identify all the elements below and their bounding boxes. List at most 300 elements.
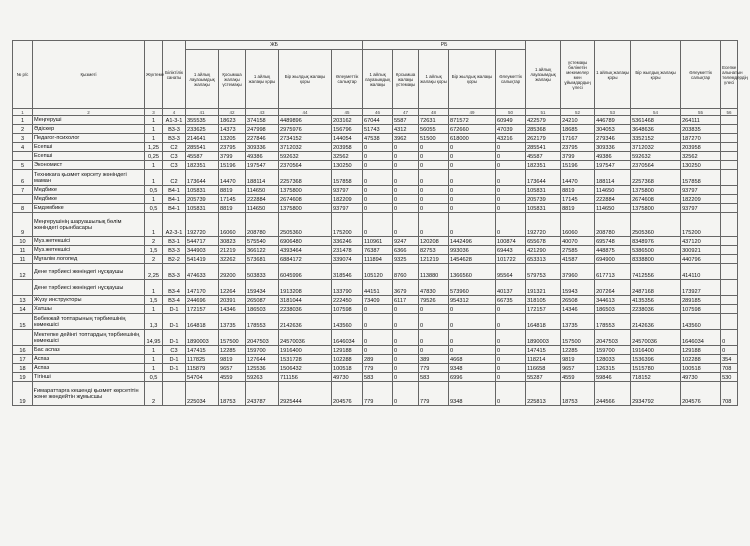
value-cell: 0 (363, 330, 393, 346)
position-name: Аспаз (33, 355, 145, 364)
value-cell: 47039 (496, 125, 526, 134)
value-cell: 214641 (186, 134, 219, 143)
value-cell: 0 (363, 186, 393, 195)
value-cell: 205739 (186, 195, 219, 204)
category-cell (163, 373, 186, 382)
value-cell: 120208 (419, 237, 449, 246)
value-cell: 9657 (561, 364, 595, 373)
value-cell: 1375800 (279, 204, 332, 213)
value-cell: 285368 (526, 125, 561, 134)
value-cell: 24210 (561, 116, 595, 125)
value-cell: 3181044 (279, 296, 332, 305)
value-cell (721, 204, 738, 213)
value-cell: 164818 (186, 314, 219, 330)
rate-cell: 0,5 (145, 373, 163, 382)
value-cell: 0 (496, 170, 526, 186)
position-name: Есепші (33, 143, 145, 152)
column-number-row (13, 109, 738, 116)
row-number: 11 (13, 246, 33, 255)
value-cell: 225034 (186, 382, 219, 406)
value-cell: 0 (496, 186, 526, 195)
category-cell: В4-1 (163, 204, 186, 213)
value-cell: 617713 (595, 264, 631, 280)
value-cell: 147415 (186, 346, 219, 355)
value-cell: 1890003 (526, 330, 561, 346)
column-number: 54 (631, 109, 681, 116)
value-cell: 24570036 (279, 330, 332, 346)
value-cell: 0 (393, 152, 419, 161)
column-number: 51 (526, 109, 561, 116)
header-c1: 1 айлық лауазымдық жалақы (526, 41, 561, 109)
position-name: Мұғалім логопед (33, 255, 145, 264)
value-cell: 573681 (246, 255, 279, 264)
value-cell: 1515780 (631, 364, 681, 373)
value-cell: 49730 (332, 373, 363, 382)
table-row (13, 195, 738, 204)
value-cell: 2925444 (279, 382, 332, 406)
value-cell: 203958 (681, 143, 721, 152)
table-row (13, 255, 738, 264)
value-cell: 117825 (186, 355, 219, 364)
position-name: Муз.жетекшісі (33, 246, 145, 255)
value-cell: 2674608 (279, 195, 332, 204)
value-cell: 1375800 (279, 186, 332, 195)
row-number: 12 (13, 264, 33, 280)
value-cell: 871572 (449, 116, 496, 125)
value-cell: 583 (363, 373, 393, 382)
table-row (13, 330, 738, 346)
value-cell: 2142636 (279, 314, 332, 330)
table-row (13, 213, 738, 237)
value-cell: 197547 (595, 161, 631, 170)
table-row (13, 204, 738, 213)
value-cell: 8338800 (631, 255, 681, 264)
value-cell: 115879 (186, 364, 219, 373)
value-cell: 72631 (419, 116, 449, 125)
value-cell: 6117 (393, 296, 419, 305)
row-number: 6 (13, 170, 33, 186)
value-cell: 60949 (496, 116, 526, 125)
value-cell: 233625 (186, 125, 219, 134)
column-number: 3 (145, 109, 163, 116)
table-row (13, 161, 738, 170)
value-cell: 93797 (332, 204, 363, 213)
value-cell: 0 (419, 305, 449, 314)
value-cell: 0 (449, 152, 496, 161)
rate-cell: 2,25 (145, 264, 163, 280)
value-cell: 0 (419, 213, 449, 237)
value-cell: 0 (449, 314, 496, 330)
header-c6: Есепке алынатын төлемдердің үлесі (721, 41, 738, 109)
row-number: 3 (13, 134, 33, 143)
value-cell: 440796 (681, 255, 721, 264)
value-cell: 156796 (332, 125, 363, 134)
value-cell (721, 125, 738, 134)
value-cell: 503833 (246, 264, 279, 280)
value-cell: 18685 (561, 125, 595, 134)
value-cell: 114650 (246, 204, 279, 213)
value-cell: 265087 (246, 296, 279, 305)
value-cell: 17167 (561, 134, 595, 143)
value-cell: 67044 (363, 116, 393, 125)
position-name: Бөбекжай топтарының тәрбиешінің көмекшісі (33, 314, 145, 330)
value-cell: 8819 (561, 204, 595, 213)
value-cell: 113880 (419, 264, 449, 280)
value-cell: 655678 (526, 237, 561, 246)
value-cell: 0 (393, 143, 419, 152)
value-cell: 186503 (246, 305, 279, 314)
value-cell: 192720 (526, 213, 561, 237)
value-cell: 993036 (449, 246, 496, 255)
category-cell: D-1 (163, 305, 186, 314)
category-cell: D-1 (163, 364, 186, 373)
header-b4: Бір жылдық жалақы қоры (449, 50, 496, 109)
position-name: Медбике (33, 186, 145, 195)
value-cell: 129188 (332, 346, 363, 355)
value-cell: 222884 (246, 195, 279, 204)
position-name: Дене тәрбиесі жөніндегі нұсқаушы (33, 280, 145, 296)
value-cell: 421290 (526, 246, 561, 255)
value-cell: 0 (721, 346, 738, 355)
row-number (13, 280, 33, 296)
rate-cell: 1,5 (145, 296, 163, 305)
position-name: Педагог-психолог (33, 134, 145, 143)
rate-cell: 2 (145, 237, 163, 246)
row-number (13, 330, 33, 346)
value-cell: 12264 (219, 280, 246, 296)
header-c2: үстемақы бөлінетін мекемелер мен ұйымдардың үлесі (561, 41, 595, 109)
row-number: 8 (13, 204, 33, 213)
value-cell: 0 (363, 346, 393, 355)
value-cell: 175200 (681, 213, 721, 237)
value-cell: 0 (363, 152, 393, 161)
value-cell: 9325 (393, 255, 419, 264)
value-cell: 188114 (595, 170, 631, 186)
position-name: Медбике (33, 195, 145, 204)
value-cell: 3962 (393, 134, 419, 143)
value-cell: 225813 (526, 382, 561, 406)
rate-cell: 1,25 (145, 143, 163, 152)
value-cell: 23795 (219, 143, 246, 152)
value-cell: 143560 (681, 314, 721, 330)
value-cell: 15196 (219, 161, 246, 170)
value-cell: 27585 (561, 246, 595, 255)
value-cell: 0 (363, 305, 393, 314)
value-cell: 205739 (526, 195, 561, 204)
value-cell: 143560 (332, 314, 363, 330)
value-cell: 718152 (631, 373, 681, 382)
row-number (13, 195, 33, 204)
category-cell: В4-1 (163, 195, 186, 204)
value-cell: 2370564 (631, 161, 681, 170)
header-a3: 1 айлық жалақы қоры (246, 50, 279, 109)
value-cell: 17145 (561, 195, 595, 204)
value-cell: 0 (449, 330, 496, 346)
category-cell: В4-1 (163, 186, 186, 195)
table-row (13, 116, 738, 125)
value-cell: 173927 (681, 280, 721, 296)
position-name: Емдәмбике (33, 204, 145, 213)
value-cell: 5361468 (631, 116, 681, 125)
table-row (13, 373, 738, 382)
column-number: 52 (561, 109, 595, 116)
value-cell: 0 (496, 195, 526, 204)
value-cell: 0 (393, 204, 419, 213)
category-cell: В3-3 (163, 264, 186, 280)
table-row (13, 246, 738, 255)
value-cell: 45587 (526, 152, 561, 161)
value-cell: 15196 (561, 161, 595, 170)
column-number: 4 (163, 109, 186, 116)
row-number: 19 (13, 382, 33, 406)
value-cell: 1646034 (681, 330, 721, 346)
value-cell: 0 (419, 330, 449, 346)
value-cell: 2674608 (631, 195, 681, 204)
position-name: Мектепке дейінгі топтардың тәрбиешінің көмекшісі (33, 330, 145, 346)
rate-cell: 1 (145, 355, 163, 364)
value-cell: 159700 (246, 346, 279, 355)
category-cell: В3-1 (163, 237, 186, 246)
category-cell: В3-4 (163, 296, 186, 305)
value-cell: 3712032 (631, 143, 681, 152)
value-cell: 231478 (332, 246, 363, 255)
rate-cell: 1 (145, 364, 163, 373)
value-cell: 0 (449, 161, 496, 170)
value-cell: 304053 (595, 125, 631, 134)
position-name: Жүзу инструкторы (33, 296, 145, 305)
value-cell (721, 161, 738, 170)
row-number: 9 (13, 213, 33, 237)
value-cell (721, 170, 738, 186)
rate-cell: 2 (145, 255, 163, 264)
value-cell: 4312 (393, 125, 419, 134)
value-cell: 0 (449, 143, 496, 152)
value-cell: 2047503 (246, 330, 279, 346)
value-cell: 0 (419, 204, 449, 213)
category-cell: D-1 (163, 330, 186, 346)
row-number: 13 (13, 296, 33, 305)
value-cell: 32562 (681, 152, 721, 161)
value-cell: 175200 (332, 213, 363, 237)
value-cell: 1913208 (279, 280, 332, 296)
value-cell: 15943 (561, 280, 595, 296)
column-number: 46 (363, 109, 393, 116)
value-cell: 0 (393, 382, 419, 406)
value-cell (721, 296, 738, 305)
value-cell: 695748 (595, 237, 631, 246)
value-cell: 26508 (561, 296, 595, 305)
header-category: Біліктілік санаты (163, 41, 186, 109)
header-b5: Әлеуметтік салықтар (496, 50, 526, 109)
value-cell: 49386 (595, 152, 631, 161)
value-cell (721, 213, 738, 237)
value-cell: 144054 (332, 134, 363, 143)
value-cell: 14346 (561, 305, 595, 314)
value-cell: 3799 (561, 152, 595, 161)
value-cell: 21219 (219, 246, 246, 255)
table-row (13, 346, 738, 355)
row-number: 15 (13, 314, 33, 330)
rate-cell: 0,25 (145, 152, 163, 161)
value-cell: 0 (496, 143, 526, 152)
value-cell: 318546 (332, 264, 363, 280)
value-cell: 9348 (449, 364, 496, 373)
value-cell: 285541 (186, 143, 219, 152)
value-cell: 0 (363, 170, 393, 186)
value-cell: 9247 (393, 237, 419, 246)
value-cell: 0 (496, 152, 526, 161)
row-number: 19 (13, 373, 33, 382)
value-cell: 0 (496, 161, 526, 170)
position-name: Бас аспаз (33, 346, 145, 355)
table-body (13, 116, 738, 406)
category-cell: В2-2 (163, 255, 186, 264)
value-cell: 0 (363, 195, 393, 204)
value-cell: 207264 (595, 280, 631, 296)
value-cell: 1454628 (449, 255, 496, 264)
value-cell (721, 255, 738, 264)
value-cell: 147170 (186, 280, 219, 296)
value-cell: 954312 (449, 296, 496, 305)
row-number: 16 (13, 346, 33, 355)
value-cell: 107598 (681, 305, 721, 314)
table-row (13, 355, 738, 364)
position-name: Техникаға қызмет көрсету жөніндегі маман (33, 170, 145, 186)
position-name: Хатшы (33, 305, 145, 314)
value-cell: 289 (363, 355, 393, 364)
table-row (13, 237, 738, 246)
value-cell: 0 (393, 213, 419, 237)
value-cell: 446789 (595, 116, 631, 125)
value-cell (721, 264, 738, 280)
value-cell: 711156 (279, 373, 332, 382)
value-cell (721, 143, 738, 152)
header-no: № р/с (13, 41, 33, 109)
value-cell: 262179 (526, 134, 561, 143)
value-cell (721, 134, 738, 143)
category-cell: А2-3-1 (163, 213, 186, 237)
value-cell: 0 (363, 213, 393, 237)
value-cell: 0 (496, 373, 526, 382)
value-cell: 208780 (595, 213, 631, 237)
header-a5: Әлеуметтік салықтар (332, 50, 363, 109)
value-cell: 0 (496, 355, 526, 364)
column-number: 47 (393, 109, 419, 116)
value-cell: 6366 (393, 246, 419, 255)
rate-cell: 1 (145, 161, 163, 170)
value-cell: 126315 (595, 364, 631, 373)
value-cell: 0 (419, 152, 449, 161)
value-cell: 2047503 (595, 330, 631, 346)
value-cell: 2257368 (279, 170, 332, 186)
value-cell: 18753 (561, 382, 595, 406)
value-cell (721, 116, 738, 125)
value-cell: 187270 (681, 134, 721, 143)
header-b3: 1 айлық жалақы қоры (419, 50, 449, 109)
value-cell: 147415 (526, 346, 561, 355)
value-cell: 9819 (561, 355, 595, 364)
value-cell: 0 (496, 330, 526, 346)
value-cell: 59846 (595, 373, 631, 382)
table-row (13, 382, 738, 406)
value-cell (721, 314, 738, 330)
value-cell: 203162 (332, 116, 363, 125)
value-cell: 105831 (526, 186, 561, 195)
value-cell: 8819 (219, 186, 246, 195)
value-cell: 14346 (219, 305, 246, 314)
value-cell: 0 (496, 314, 526, 330)
value-cell: 653313 (526, 255, 561, 264)
value-cell: 530 (721, 373, 738, 382)
value-cell: 69443 (496, 246, 526, 255)
value-cell: 0 (393, 314, 419, 330)
value-cell: 73409 (363, 296, 393, 305)
category-cell: D-1 (163, 314, 186, 330)
value-cell: 309336 (595, 143, 631, 152)
position-name: Ғимараттарға кешенді қызмет көрсетітін және жөндейтін жұмысшы (33, 382, 145, 406)
value-cell: 0 (419, 186, 449, 195)
value-cell: 102288 (681, 355, 721, 364)
table-row (13, 264, 738, 280)
value-cell: 544717 (186, 237, 219, 246)
value-cell: 47538 (363, 134, 393, 143)
value-cell: 178553 (246, 314, 279, 330)
header-c4: Бір жылдық жалақы қоры (631, 41, 681, 109)
value-cell: 16060 (561, 213, 595, 237)
value-cell: 3648636 (631, 125, 681, 134)
value-cell: 203958 (332, 143, 363, 152)
category-cell: В3-4 (163, 280, 186, 296)
column-number: 55 (681, 109, 721, 116)
value-cell: 0 (721, 330, 738, 346)
value-cell: 1536396 (631, 355, 681, 364)
value-cell: 0 (449, 195, 496, 204)
value-cell: 173644 (186, 170, 219, 186)
category-cell: С3 (163, 346, 186, 355)
position-name: Әдіскер (33, 125, 145, 134)
value-cell: 1366560 (449, 264, 496, 280)
value-cell: 114650 (595, 186, 631, 195)
value-cell (721, 195, 738, 204)
value-cell: 157858 (332, 170, 363, 186)
value-cell: 1531728 (279, 355, 332, 364)
value-cell: 0 (393, 355, 419, 364)
value-cell: 0 (363, 143, 393, 152)
value-cell: 8819 (561, 186, 595, 195)
position-name: Меңгерушінің шаруашылық бөлім жөніндегі орынбасары (33, 213, 145, 237)
rate-cell: 1 (145, 195, 163, 204)
rate-cell: 1 (145, 213, 163, 237)
value-cell: 16060 (219, 213, 246, 237)
value-cell: 101722 (496, 255, 526, 264)
category-cell: С2 (163, 143, 186, 152)
value-cell: 318105 (526, 296, 561, 305)
value-cell: 4668 (449, 355, 496, 364)
value-cell: 125536 (246, 364, 279, 373)
category-cell: А1-3-1 (163, 116, 186, 125)
value-cell: 3712032 (279, 143, 332, 152)
value-cell: 159434 (246, 280, 279, 296)
value-cell: 437120 (681, 237, 721, 246)
value-cell: 300921 (681, 246, 721, 255)
value-cell: 128033 (595, 355, 631, 364)
value-cell: 105831 (186, 204, 219, 213)
value-cell: 102288 (332, 355, 363, 364)
value-cell: 336246 (332, 237, 363, 246)
rate-cell: 1 (145, 125, 163, 134)
value-cell: 100518 (681, 364, 721, 373)
rate-cell: 1 (145, 305, 163, 314)
